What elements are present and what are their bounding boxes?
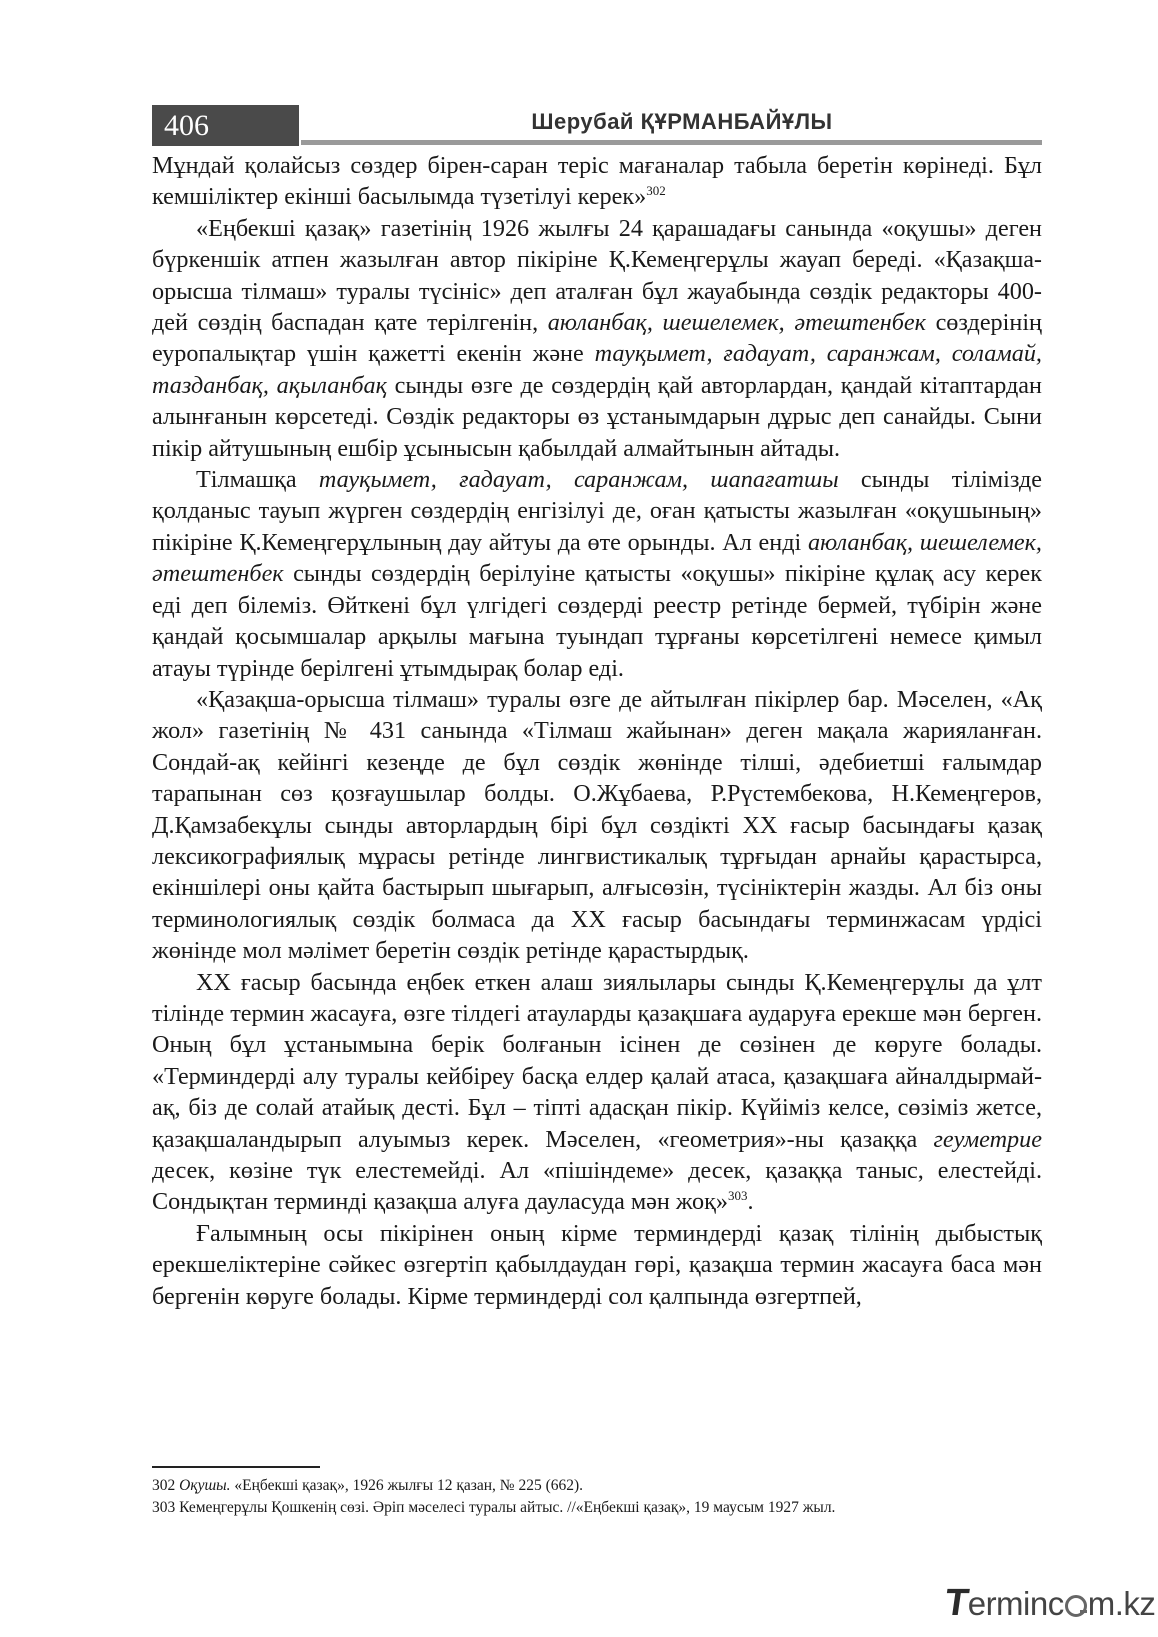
italic-term: тауқымет, ғадауат, саранжам, соламай, тазданбақ, ақыланбақ [152, 340, 1042, 399]
paragraph [152, 1218, 1042, 1312]
text-run: «Еңбекші қазақ» газетінің 1926 жылғы 24 қарашадағы санында «оқушы» деген бүркеншік атпен жазылған автор пікіріне Қ.Кемеңгерұлы жауап береді. «Қазақша-орысша тілмаш» туралы түсініс» деп аталған бұл жауабында сөздік редакторы 400-дей сөздің баспадан қате терілгенін, [152, 214, 1042, 337]
header-rule [301, 140, 1042, 145]
logo-letter-t: T [942, 1582, 971, 1624]
footnote-ref: 303 [727, 1188, 748, 1204]
text-run: Ғалымның осы пікірінен оның кірме терминдерді қазақ тілінің дыбыстық ерекшеліктеріне сәйкес өзгертіп қабылдаудан гөрі, қазақша термин жасауға баса мән бергенін көруге болады. Кірме терминдерді сол қалпында өзгертпей, [152, 1219, 1042, 1310]
text-run: ХХ ғасыр басында еңбек еткен алаш зиялылары сынды Қ.Кемеңгерұлы да ұлт тілінде термин жасауға, өзге тілдегі атауларды қазақшаға аударуға ерекше мән берген. Оның бұл ұстанымына берік болғанын ісінен де сөзінен де көруге болады. «Терминдерді алу туралы кейбіреу басқа елдер қалай атаса, қазақшаға айналдырмай-ақ, біз де солай атайық десті. Бұл – тіпті адасқан пікір. Күйіміз келсе, сөзіміз жетсе, қазақшаландырып алуымыз керек. Мәселен, «геометрия»-ны қазаққа [152, 968, 1042, 1153]
body-text [152, 150, 1042, 1312]
text-run: Тілмашқа [196, 466, 319, 494]
italic-term: геуметрие [933, 1125, 1042, 1153]
text-run: 303 Кемеңгерұлы Қошкенің сөзі. Әріп мәселесі туралы айтыс. //«Еңбекші қазақ», 19 маусым 1927 жыл. [152, 1499, 836, 1516]
text-run: сөздерінің еуропалықтар үшін қажетті екенін және [152, 309, 1042, 368]
termincom-logo [942, 1582, 1156, 1624]
footnote [152, 1475, 1042, 1497]
paragraph [152, 213, 1042, 464]
text-run: Мұндай қолайсыз сөздер бірен-саран теріс мағаналар табыла беретін көрінеді. Бұл кемшіліктер екінші басылымда түзетілуі керек» [152, 152, 1042, 211]
footnotes [152, 1475, 1042, 1519]
footnote-ref: 302 [646, 183, 666, 199]
text-run: сынды сөздердің берілуіне қатысты «оқушы» пікіріне құлақ асу керек еді деп білеміз. Өйткені бұл үлгідегі сөздерді реестр ретінде бермей, түбірін және қандай қосымшалар арқылы мағына туындап тұрғаны көрсетілгені немесе қимыл атауы түрінде берілгені ұтымдырақ болар еді. [152, 560, 1042, 682]
paragraph [152, 684, 1042, 967]
text-run: «Еңбекші қазақ», 1926 жылғы 12 қазан, № 225 (662). [230, 1477, 584, 1494]
paragraph [152, 967, 1042, 1218]
text-run: 302 [152, 1477, 180, 1494]
footnote [152, 1497, 1042, 1519]
text-run: сынды өзге де сөздердің қай авторлардан, қандай кітаптардан алынғанын көрсетеді. Сөздік редакторы өз ұстанымдарын дұрыс деп санайды. Сыни пікір айтушының ешбір ұсынысын қабылдай алмайтынын айтады. [152, 371, 1042, 462]
italic-term: Оқушы. [179, 1477, 231, 1494]
paragraph [152, 150, 1042, 213]
logo-domain: m.kz [1087, 1585, 1156, 1622]
text-run: «Қазақша-орысша тілмаш» туралы өзге де айтылған пікірлер бар. Мәселен, «Ақ жол» газетінің № 431 санында «Тілмаш жайынан» деген мақала жарияланған. Сондай-ақ кейінгі кезеңде де бұл сөздік жөнінде тілші, әдебиетші ғалымдар тарапынан сөз қозғаушылар болды. О.Жұбаева, Р.Рүстембекова, Н.Кемеңгеров, Д.Қамзабекұлы сынды авторлардың бірі бұл сөздікті ХХ ғасыр басындағы қазақ лексикографиялық мұрасы ретінде лингвистикалық тұрғыдан арнайы қарастырса, екіншілері оны қайта бастырып шығарып, алғысөзін, түсініктерін жазды. Ал біз оны терминологиялық сөздік болмаса да ХХ ғасыр басындағы терминжасам үрдісі жөнінде мол мәлімет беретін сөздік ретінде қарастырдық. [152, 685, 1042, 965]
page-number: 406 [152, 105, 299, 146]
page-header [152, 105, 1042, 146]
text-run: . [747, 1188, 754, 1216]
text-run: сынды тілімізде қолданыс тауып жүрген сөздердің енгізілуі де, оған қатысты жазылған «оқушының» пікіріне Қ.Кемеңгерұлының дау айтуы да өте орынды. Ал енді [152, 466, 1042, 556]
italic-term: аюланбақ, шешелемек, әтештенбек [547, 309, 926, 337]
magnifier-icon [1065, 1595, 1087, 1617]
text-run: десек, көзіне түк елестемейді. Ал «пішіндеме» десек, қазаққа таныс, елестейді. Сондықтан терминді қазақша алуға дауласуда мән жоқ» [152, 1157, 1042, 1216]
italic-term: аюланбақ, шешелемек, әтештенбек [152, 528, 1042, 588]
italic-term: тауқымет, ғадауат, саранжам, шапағатшы [318, 466, 839, 494]
running-title: Шерубай ҚҰРМАНБАЙҰЛЫ [531, 109, 833, 134]
logo-text: erminc [967, 1585, 1064, 1622]
footnote-separator [152, 1466, 320, 1468]
paragraph [152, 464, 1042, 684]
